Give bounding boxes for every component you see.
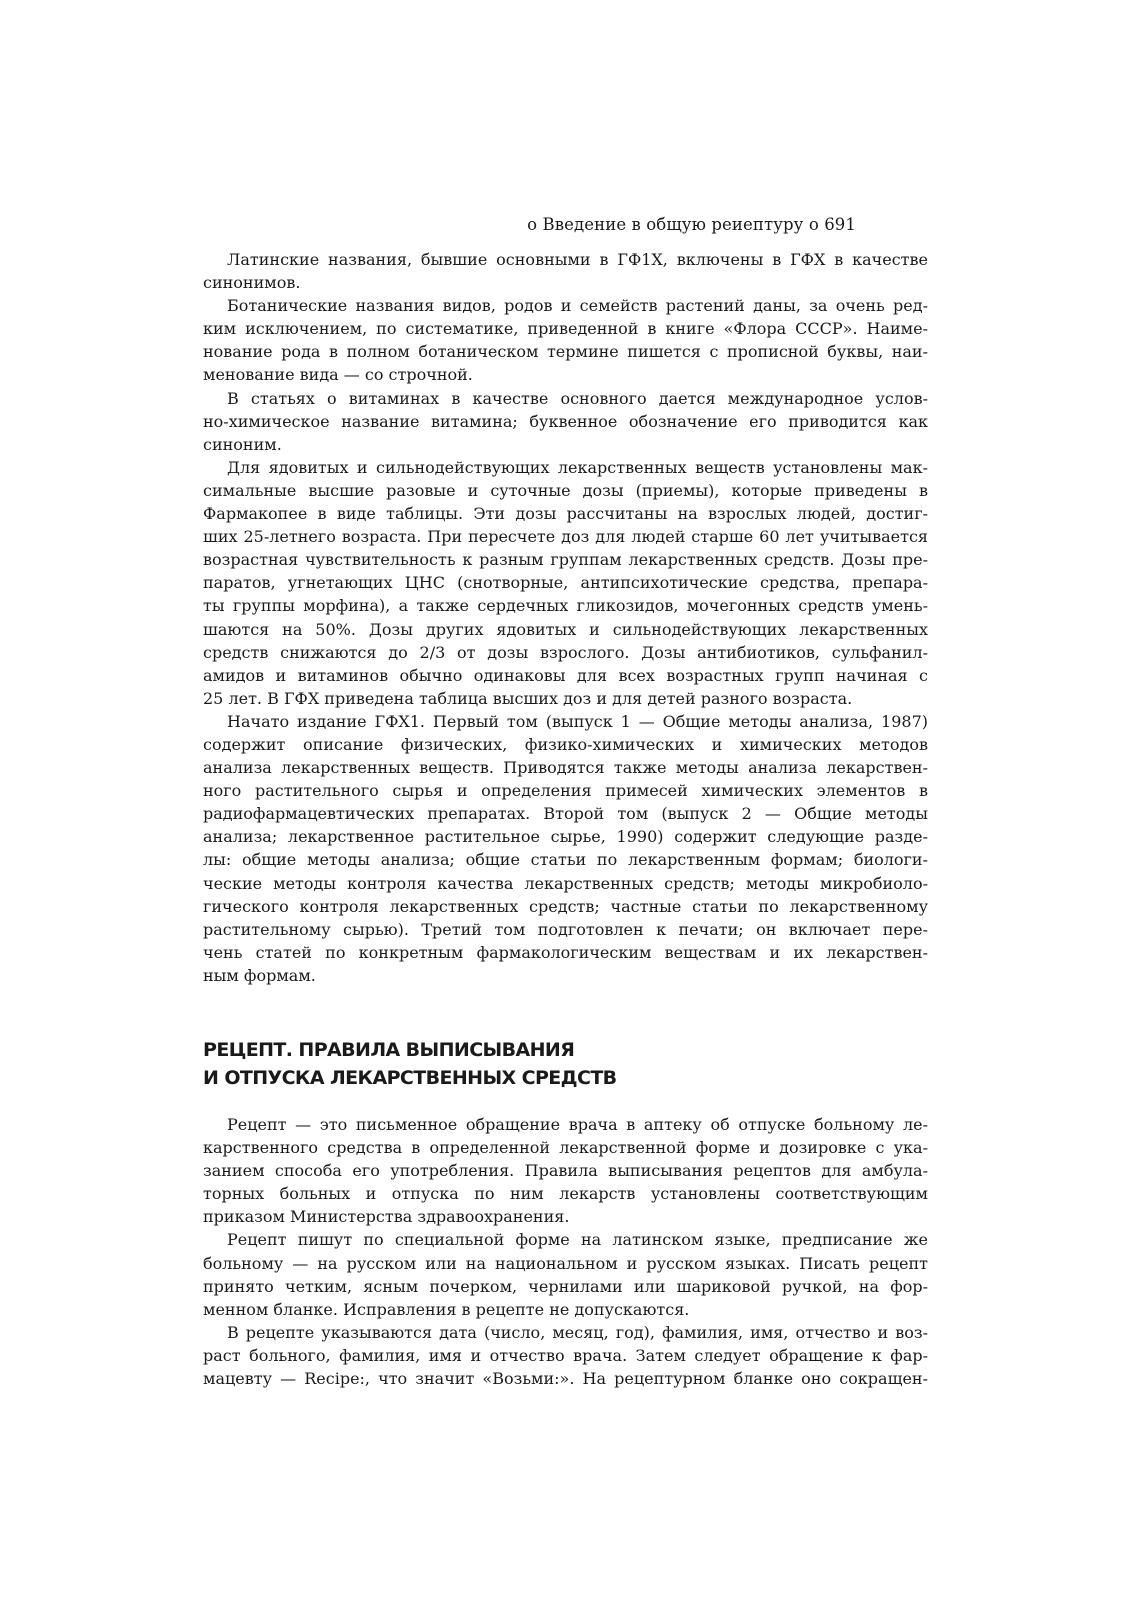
text-line: шаются на 50%. Дозы других ядовитых и сильнодействующих лекарственных <box>203 619 928 639</box>
text-line: ного растительного сырья и определения примесей химических элементов в <box>203 781 928 801</box>
text-line: занием способа его употребления. Правила выписывания рецептов для амбула- <box>203 1161 928 1181</box>
text-line: симальные высшие разовые и суточные дозы (приемы), которые приведены в <box>203 480 928 500</box>
text-line: принято четким, ясным почерком, чернилами или шариковой ручкой, на фор- <box>203 1276 928 1296</box>
text-line: лы: общие методы анализа; общие статьи по лекарственным формам; биологи- <box>203 850 928 870</box>
text-line: гического контроля лекарственных средств; частные статьи по лекарственному <box>203 896 928 916</box>
text-line: ты группы морфина), а также сердечных гликозидов, мочегонных средств умень- <box>203 596 928 616</box>
text-line: паратов, угнетающих ЦНС (снотворные, антипсихотические средства, препара- <box>203 573 928 593</box>
text-line: ческие методы контроля качества лекарственных средств; методы микробиоло- <box>203 873 928 893</box>
text-line: синоним. <box>203 434 282 454</box>
text-line: больному — на русском или на национальном и русском языках. Писать рецепт <box>203 1253 928 1273</box>
body-text-block <box>203 1113 928 1390</box>
text-line: амидов и витаминов обычно одинаковы для всех возрастных групп начиная с <box>203 665 928 685</box>
section-heading-line: И ОТПУСКА ЛЕКАРСТВЕННЫХ СРЕДСТВ <box>203 1067 617 1089</box>
body-text-block <box>203 248 928 987</box>
text-line: Рецепт — это письменное обращение врача в аптеку об отпуске больному ле- <box>227 1115 928 1134</box>
text-line: раст больного, фамилия, имя и отчество врача. Затем следует обращение к фар- <box>203 1345 928 1365</box>
text-line: Начато издание ГФХ1. Первый том (выпуск 1 — Общие методы анализа, 1987) <box>227 711 928 731</box>
text-line: анализа лекарственных веществ. Приводятся также методы анализа лекарствен- <box>203 758 928 778</box>
text-line: Латинские названия, бывшие основными в ГФ1Х, включены в ГФХ в качестве <box>227 250 928 269</box>
text-line: нование рода в полном ботаническом термине пишется с прописной буквы, наи- <box>203 342 928 362</box>
section-heading-line: РЕЦЕПТ. ПРАВИЛА ВЫПИСЫВАНИЯ <box>203 1039 575 1061</box>
text-line: приказом Министерства здравоохранения. <box>203 1207 570 1227</box>
text-line: В рецепте указываются дата (число, месяц, год), фамилия, имя, отчество и воз- <box>227 1322 928 1342</box>
text-line: анализа; лекарственное растительное сырье, 1990) содержит следующие разде- <box>203 827 928 847</box>
text-line: чень статей по конкретным фармакологическим веществам и их лекарствен- <box>203 942 928 962</box>
text-line: содержит описание физических, физико-химических и химических методов <box>203 734 928 754</box>
text-line: В статьях о витаминах в качестве основного дается международное услов- <box>227 388 928 408</box>
text-line: карственного средства в определенной лекарственной форме и дозировке с ука- <box>203 1138 928 1158</box>
text-line: Фармакопее в виде таблицы. Эти дозы рассчитаны на взрослых людей, достиг- <box>203 504 928 524</box>
text-line: ким исключением, по систематике, приведенной в книге «Флора СССР». Наиме- <box>203 319 928 339</box>
text-line: средств снижаются до 2/3 от дозы взрослого. Дозы антибиотиков, сульфанил- <box>203 642 928 662</box>
text-line: синонимов. <box>203 273 301 293</box>
text-line: ным формам. <box>203 965 316 985</box>
text-line: мацевту — Recipe:, что значит «Возьми:». На рецептурном бланке оно сокращен- <box>203 1369 928 1389</box>
running-head: о Введение в общую реиептуру о 691 <box>527 215 856 234</box>
text-line: менование вида — со строчной. <box>203 365 473 385</box>
text-line: но-химическое название витамина; буквенное обозначение его приводится как <box>203 411 928 431</box>
text-line: растительному сырью). Третий том подготовлен к печати; он включает пере- <box>203 919 928 939</box>
text-line: торных больных и отпуска по ним лекарств установлены соответствующим <box>203 1184 928 1204</box>
text-line: Рецепт пишут по специальной форме на латинском языке, предписание же <box>227 1230 928 1250</box>
text-line: ших 25-летнего возраста. При пересчете доз для людей старше 60 лет учитывается <box>203 527 928 547</box>
text-line: радиофармацевтических препаратах. Второй том (выпуск 2 — Общие методы <box>203 804 928 824</box>
text-line: 25 лет. В ГФХ приведена таблица высших доз и для детей разного возраста. <box>203 688 853 708</box>
text-line: Ботанические названия видов, родов и семейств растений даны, за очень ред- <box>227 296 928 316</box>
text-line: менном бланке. Исправления в рецепте не допускаются. <box>203 1299 690 1319</box>
text-line: Для ядовитых и сильнодействующих лекарственных веществ установлены мак- <box>227 457 928 477</box>
text-line: возрастная чувствительность к разным группам лекарственных средств. Дозы пре- <box>203 550 928 570</box>
section-heading <box>203 1036 928 1092</box>
